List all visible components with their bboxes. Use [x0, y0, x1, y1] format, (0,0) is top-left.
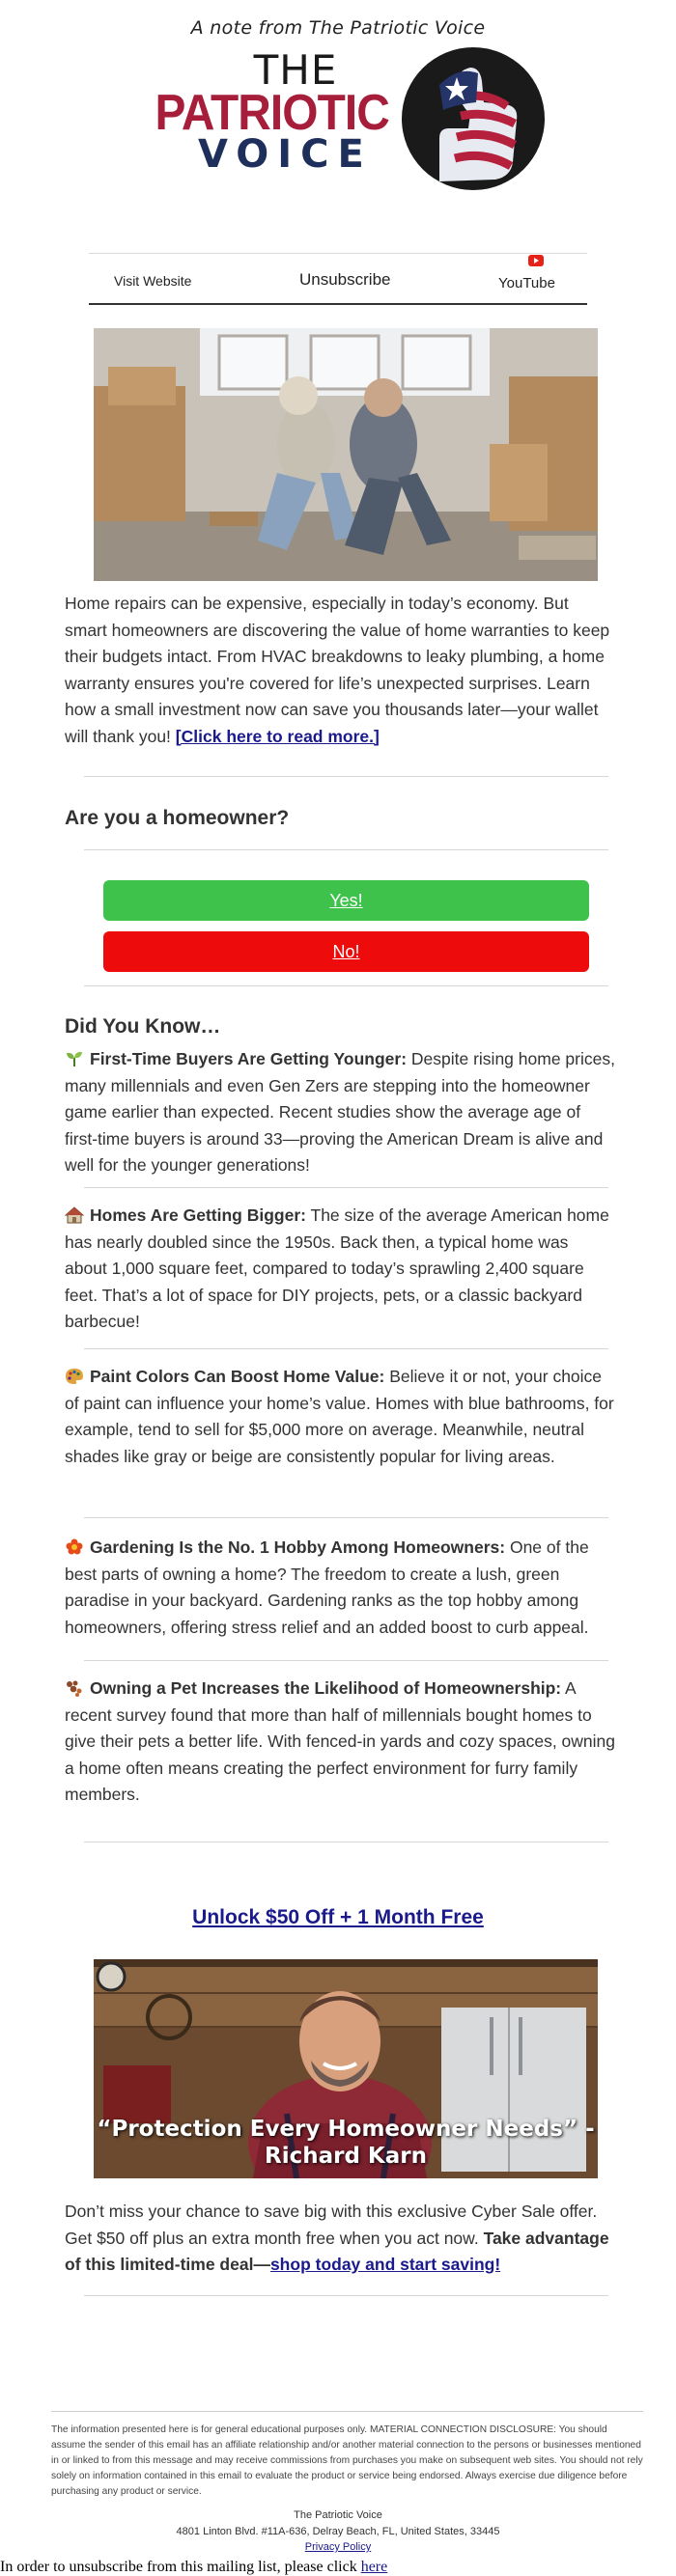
nav-youtube-link[interactable]: YouTube	[498, 275, 555, 291]
flower-icon	[65, 1538, 84, 1556]
footer-unsubscribe-line	[0, 2559, 387, 2576]
fact-item	[65, 1203, 615, 1336]
fact-title: Paint Colors Can Boost Home Value:	[90, 1367, 385, 1386]
unlock-offer	[0, 1906, 676, 1929]
house-icon	[65, 1206, 84, 1224]
paw-prints-icon	[65, 1679, 84, 1697]
promo-caption-line-1: “Protection Every Homeowner Needs” -	[97, 2117, 595, 2142]
hero-stressed-couple-image[interactable]	[94, 328, 598, 581]
fact-text: Despite rising home prices, many millennials and even Gen Zers are stepping into the homeowner game earlier than expected. Recent studies show the average age of first-time buyers is around 33—proving the American Dream is alive and well for the younger generations!	[65, 1049, 615, 1175]
offer-text: Don’t miss your chance to save big with this exclusive Cyber Sale offer. Get $50 off plus an extra month free when you act now.	[65, 2202, 598, 2248]
fact-text: Believe it or not, your choice of paint can influence your home’s value. Homes with blue bathrooms, for example, tend to sell for $5,000 more on average. Meanwhile, neutral shades like gray or beige are consistently popular for living areas.	[65, 1367, 614, 1466]
divider	[84, 1517, 608, 1518]
nav-divider-top	[89, 253, 587, 254]
logo-word-the: THE	[253, 46, 338, 94]
nav-divider-bottom	[89, 303, 587, 305]
fact-title: Homes Are Getting Bigger:	[90, 1205, 306, 1225]
fact-item	[65, 1676, 615, 1809]
divider	[84, 1660, 608, 1661]
offer-shop-link[interactable]: shop today and start saving!	[269, 2255, 501, 2274]
divider	[84, 2295, 608, 2296]
divider	[84, 985, 608, 986]
divider	[84, 1348, 608, 1349]
fact-item	[65, 1535, 615, 1641]
fact-item	[65, 1046, 615, 1179]
promo-caption	[94, 2116, 598, 2170]
seedling-icon	[65, 1050, 84, 1067]
divider	[84, 849, 608, 850]
footer-company-name: The Patriotic Voice	[294, 2509, 382, 2521]
youtube-icon[interactable]	[528, 255, 544, 266]
palette-icon	[65, 1368, 84, 1385]
fact-title: Owning a Pet Increases the Likelihood of Homeownership:	[90, 1678, 562, 1698]
footer-unsubscribe-link[interactable]: here	[360, 2559, 388, 2575]
fact-text: The size of the average American home has nearly doubled since the 1950s. Back then, a typical home was about 1,000 square feet, compared to today’s sprawling 2,400 square feet. That’s a lot of space for DIY projects, pets, or a classic backyard barbecue!	[65, 1205, 609, 1331]
footer-privacy	[0, 2541, 676, 2553]
footer-divider	[51, 2411, 643, 2412]
did-you-know-title: Did You Know…	[65, 1015, 221, 1038]
fact-text: One of the best parts of owning a home? The freedom to create a lush, green paradise in your backyard. Gardening ranks as the top hobby among homeowners, offering stress relief and an added boost to curb appeal.	[65, 1537, 589, 1637]
divider	[84, 776, 608, 777]
yes-button[interactable]: Yes!	[103, 880, 589, 921]
offer-paragraph	[65, 2199, 610, 2279]
unlock-offer-link[interactable]: Unlock $50 Off + 1 Month Free	[192, 1906, 484, 1928]
nav-unsubscribe-link[interactable]: Unsubscribe	[299, 270, 391, 289]
footer-unsubscribe-text: In order to unsubscribe from this mailing list, please click	[0, 2559, 361, 2575]
footer-address: 4801 Linton Blvd. #11A-636, Delray Beach, FL, United States, 33445	[176, 2526, 500, 2537]
fact-title: First-Time Buyers Are Getting Younger:	[90, 1049, 408, 1068]
survey-question: Are you a homeowner?	[65, 807, 290, 829]
offer-bold-text: Take advantage of this limited-time deal—	[65, 2228, 609, 2274]
nav-visit-website-link[interactable]: Visit Website	[114, 273, 192, 289]
intro-paragraph	[65, 591, 610, 750]
promo-caption-line-2: Richard Karn	[265, 2144, 427, 2169]
promo-richard-karn-image[interactable]	[94, 1959, 598, 2178]
fact-item	[65, 1364, 615, 1470]
thumbs-up-flag-logo-icon	[401, 46, 546, 191]
intro-text: Home repairs can be expensive, especially in today’s economy. But smart homeowners are discovering the value of home warranties to keep their budgets intact. From HVAC breakdowns to leaky plumbing, a home warranty ensures you're covered for life’s unexpected surprises. Learn how a small investment now can save you thousands later—your wallet will thank you!	[65, 594, 610, 746]
disclosure-text: The information presented here is for general educational purposes only. MATERIAL CONNECTION DISCLOSURE: You should assume the sender of this email has an affiliate relationship and/or another material connection to the persons or businesses mentioned in or linked to from this message and may receive commissions from purchases you make on subsequent web sites. You should not rely solely on information contained in this email to evaluate the product or service being endorsed. Always exercise due diligence before purchasing any product or service.	[51, 2424, 643, 2497]
header-tagline: A note from The Patriotic Voice	[190, 17, 486, 39]
no-button[interactable]: No!	[103, 931, 589, 972]
logo-word-patriotic: PATRIOTIC	[155, 85, 389, 141]
logo-word-voice: VOICE	[198, 132, 373, 177]
divider	[84, 1187, 608, 1188]
intro-read-more-link[interactable]: [Click here to read more.]	[175, 726, 380, 746]
fact-text: A recent survey found that more than half of millennials bought homes to give their pets a better life. With fenced-in yards and cozy spaces, owning a home often means creating the perfect environment for furry family members.	[65, 1678, 616, 1804]
privacy-policy-link[interactable]: Privacy Policy	[304, 2541, 372, 2553]
fact-title: Gardening Is the No. 1 Hobby Among Homeowners:	[90, 1537, 506, 1557]
